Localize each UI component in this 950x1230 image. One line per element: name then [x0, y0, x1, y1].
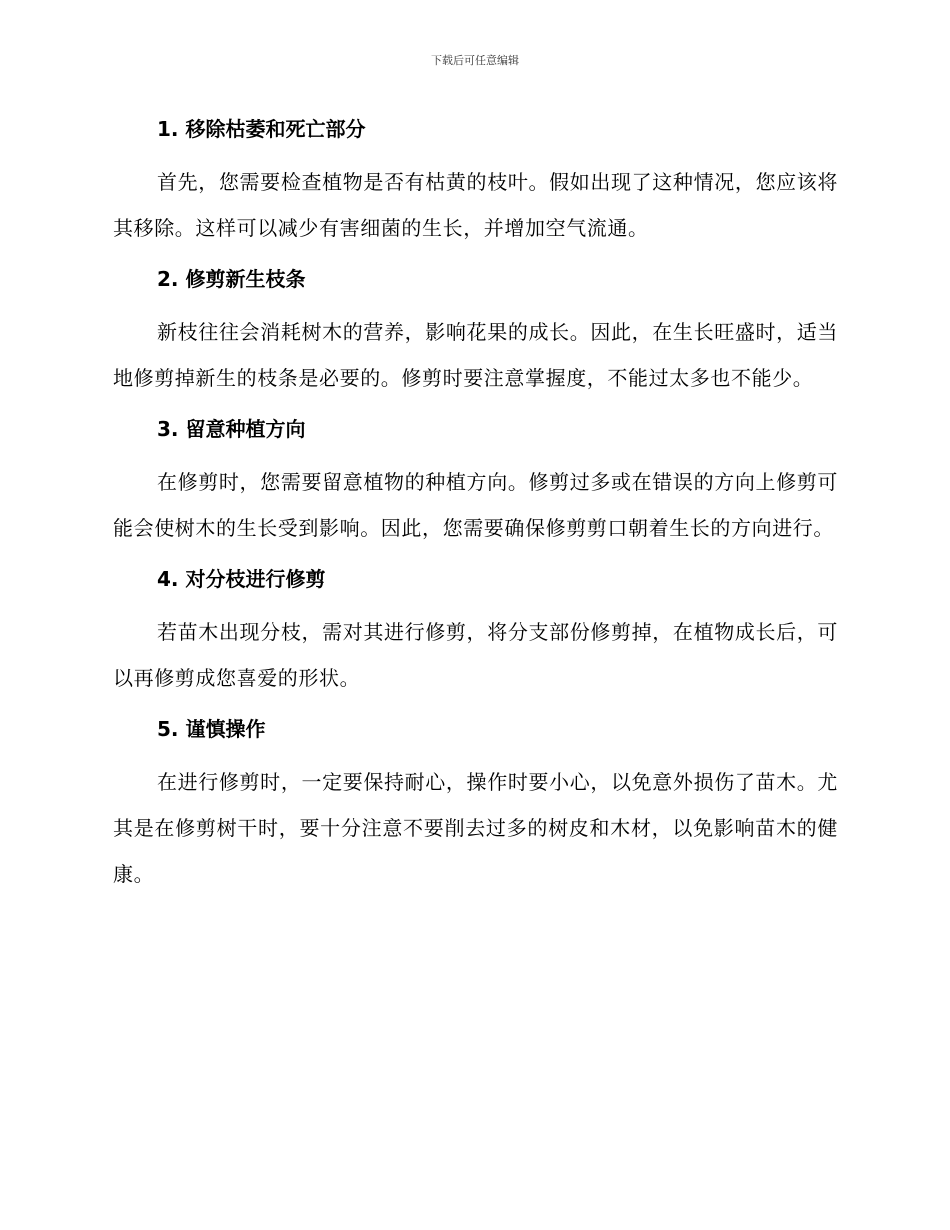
section-heading: 4. 对分枝进行修剪	[157, 567, 326, 591]
section-planting-direction	[113, 412, 838, 551]
section-paragraph: 新枝往往会消耗树木的营养，影响花果的成长。因此，在生长旺盛时，适当地修剪掉新生的枝条是必要的。修剪时要注意掌握度，不能过太多也不能少。	[113, 320, 838, 390]
section-heading: 1. 移除枯萎和死亡部分	[157, 117, 366, 141]
section-heading: 3. 留意种植方向	[157, 417, 306, 441]
page-header: 下载后可任意编辑	[431, 54, 519, 67]
section-paragraph: 在进行修剪时，一定要保持耐心，操作时要小心，以免意外损伤了苗木。尤其是在修剪树干时，要十分注意不要削去过多的树皮和木材，以免影响苗木的健康。	[113, 770, 838, 886]
section-careful-operation	[113, 712, 838, 897]
section-paragraph: 若苗木出现分枝，需对其进行修剪，将分支部份修剪掉，在植物成长后，可以再修剪成您喜爱的形状。	[113, 620, 838, 690]
section-remove-dead-parts	[113, 112, 838, 251]
section-heading: 5. 谨慎操作	[157, 717, 266, 741]
section-paragraph: 首先，您需要检查植物是否有枯黄的枝叶。假如出现了这种情况，您应该将其移除。这样可以减少有害细菌的生长，并增加空气流通。	[113, 170, 838, 240]
section-prune-new-branches	[113, 262, 838, 401]
section-prune-forks	[113, 562, 838, 701]
section-paragraph: 在修剪时，您需要留意植物的种植方向。修剪过多或在错误的方向上修剪可能会使树木的生长受到影响。因此，您需要确保修剪剪口朝着生长的方向进行。	[113, 470, 838, 540]
document-content	[113, 112, 838, 897]
section-heading: 2. 修剪新生枝条	[157, 267, 306, 291]
